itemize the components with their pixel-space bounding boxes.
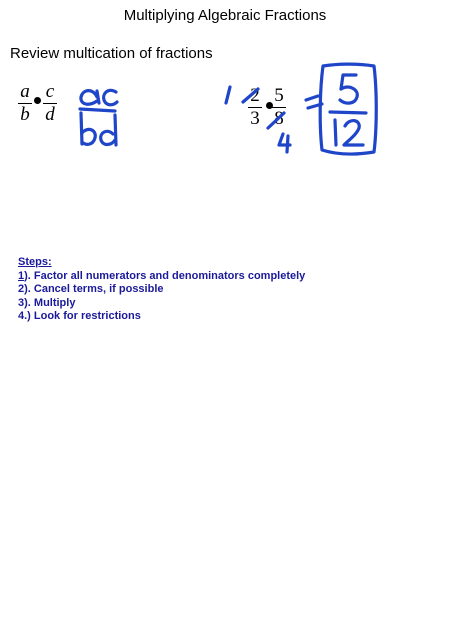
step-number: 3: [18, 296, 25, 309]
handwritten-fraction-bar: [80, 109, 115, 111]
step-text: ). Multiply: [24, 296, 76, 309]
step-item: [18, 310, 305, 324]
step-text: .) Look for restrictions: [24, 310, 141, 323]
handwritten-fraction-bar: [330, 112, 366, 113]
handwritten-four: [279, 134, 290, 152]
steps-list: [18, 256, 305, 324]
step-text: ). Cancel terms, if possible: [24, 283, 164, 296]
step-number: 1: [18, 269, 25, 282]
handwritten-twelve: [335, 120, 363, 145]
handwritten-five: [340, 75, 357, 103]
fraction-numerator: a: [20, 81, 30, 102]
step-text: ). Factor all numerators and denominators completely: [24, 269, 306, 282]
section-subtitle: Review multication of fractions: [10, 45, 213, 62]
steps-heading: Steps:: [18, 256, 52, 268]
fraction-numerator: 5: [274, 85, 284, 106]
fraction-denominator: b: [20, 104, 30, 125]
cancel-stroke-eight: [268, 113, 284, 128]
handwritten-bd: [81, 113, 116, 145]
page-title: Multiplying Algebraic Fractions: [123, 7, 327, 24]
step-item: [18, 270, 305, 284]
fraction-denominator: 3: [250, 108, 260, 129]
fraction-denominator: d: [45, 104, 55, 125]
step-item: [18, 297, 305, 311]
handwritten-one: [226, 87, 230, 103]
fraction-numerator: 2: [250, 85, 260, 106]
step-number: 2: [18, 283, 25, 296]
fraction-numerator: c: [45, 81, 55, 102]
step-number: 4: [18, 310, 25, 323]
step-item: [18, 283, 305, 297]
handwritten-ac: [81, 90, 117, 104]
cancel-stroke-two: [243, 89, 258, 102]
fraction-denominator: 8: [274, 108, 284, 129]
